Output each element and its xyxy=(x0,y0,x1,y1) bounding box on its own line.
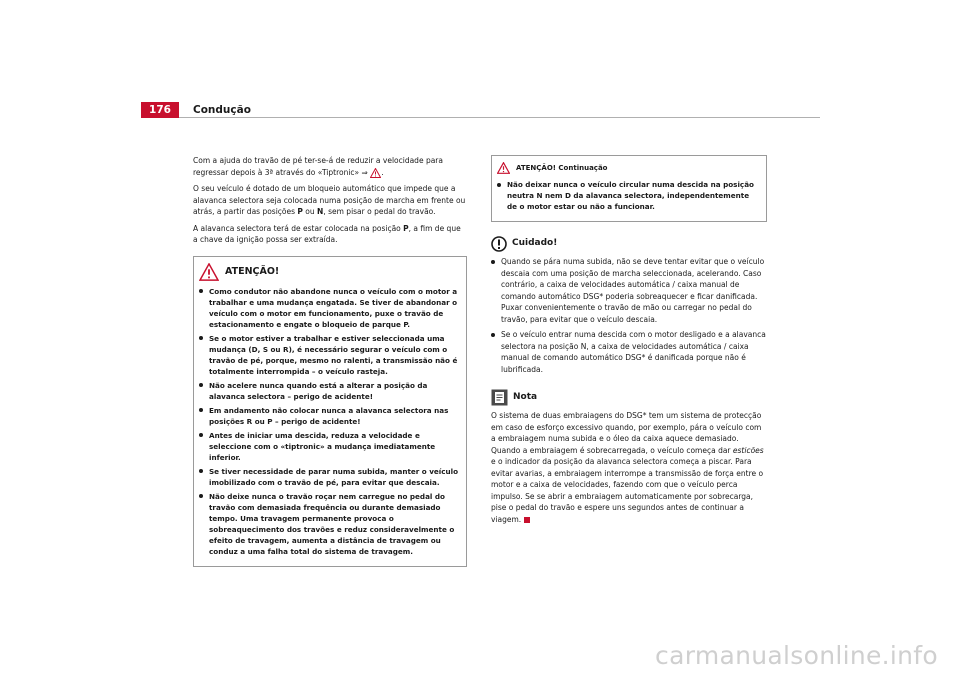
warning-triangle-icon xyxy=(199,263,219,281)
watermark: carmanualsonline.info xyxy=(655,641,938,670)
note-header xyxy=(491,389,767,406)
warning-item: Como condutor não abandone nunca o veículo com o motor a trabalhar e uma mudança engatada. Se tiver de abandonar o veículo com o motor em funcionamento, puxe o travão de estacionamento e engate o bloqueio de parque P. xyxy=(199,286,460,330)
caution-header xyxy=(491,236,767,252)
warning-continued-title: ATENÇÃO! Continuação xyxy=(516,163,608,172)
chapter-title: Condução xyxy=(193,104,251,116)
paragraph-tiptronic: Com a ajuda do travão de pé ter-se-á de reduzir a velocidade para regressar depois à 3ª através do «Tiptronic» ⇒ . xyxy=(193,156,443,177)
warning-continued-box xyxy=(491,155,767,222)
warning-item: Não acelere nunca quando está a alterar a posição da alavanca selectora – perigo de acidente! xyxy=(199,380,460,402)
bullet-icon xyxy=(497,183,501,187)
right-column xyxy=(491,155,767,530)
caution-exclamation-icon xyxy=(491,236,507,252)
warning-item: Se o motor estiver a trabalhar e estiver seleccionada uma mudança (D, S ou R), é necessário segurar o veículo com o travão de pé, porque, mesmo no ralenti, a transmissão não é totalmente interrompida – o veículo rasteja. xyxy=(199,333,460,377)
warning-header xyxy=(199,263,460,281)
note-text: O sistema de duas embraiagens do DSG* tem um sistema de protecção em caso de esforço excessivo quando, por exemplo, pára o veículo com a embraiagem numa subida e o óleo da caixa aquece demasiado. Quando a embraiagem é sobrecarregada, o veículo começa dar esticões e o indicador da posição da alavanca selectora começa a piscar. Para evitar avarias, a embraiagem interrompe a transmissão de força entre o motor e a caixa de velocidades, fazendo com que o veículo perca impulso. Se se abrir a embraiagem automaticamente por sobrecarga, pise o pedal do travão e espere uns segundos antes de continuar a viagem. xyxy=(491,411,764,524)
warning-item: Antes de iniciar uma descida, reduza a velocidade e seleccione com o «tiptronic» a mudança imediatamente inferior. xyxy=(199,430,460,463)
paragraph-ignition: A alavanca selectora terá de estar colocada na posição P, a fim de que a chave da ignição possa ser extraída. xyxy=(193,223,461,244)
warning-continued-header xyxy=(497,162,760,174)
bullet-icon xyxy=(199,336,203,340)
left-column xyxy=(193,155,467,567)
bullet-icon xyxy=(199,408,203,412)
note-icon xyxy=(491,389,508,406)
warning-triangle-icon xyxy=(497,162,510,174)
note-title: Nota xyxy=(513,391,538,402)
caution-item: Quando se pára numa subida, não se deve tentar evitar que o veículo descaia com uma posição de marcha seleccionada, acelerando. Caso contrário, a caixa de velocidades automática / caixa manual de comando automático DSG* poderia sobreaquecer e ficar danificada. Puxar convenientemente o travão de mão ou carregar no pedal do travão, para evitar que o veículo descaia. xyxy=(491,256,767,325)
warning-item: Não deixe nunca o travão roçar nem carregue no pedal do travão com demasiada frequência ou durante demasiado tempo. Uma travagem permanente provoca o sobreaquecimento dos travões e reduz consideravelmente o efeito de travagem, aumenta a distância de travagem ou conduz a uma falha total do sistema de travagem. xyxy=(199,491,460,557)
bullet-icon xyxy=(199,289,203,293)
header-rule xyxy=(179,117,820,118)
bullet-icon xyxy=(199,383,203,387)
page-number: 176 xyxy=(141,102,179,118)
warning-title: ATENÇÃO! xyxy=(225,266,280,277)
bullet-icon xyxy=(199,494,203,498)
caution-title: Cuidado! xyxy=(512,238,558,249)
end-of-section-marker xyxy=(524,517,530,523)
paragraph-lock: O seu veículo é dotado de um bloqueio automático que impede que a alavanca selectora seja colocada numa posição de marcha em frente ou atrás, a partir das posições P ou N, sem pisar o pedal do travão. xyxy=(193,184,466,216)
warning-triangle-icon xyxy=(370,168,381,178)
caution-item: Se o veículo entrar numa descida com o motor desligado e a alavanca selectora na posição N, a caixa de velocidades automática / caixa manual de comando automático DSG* é danificada porque não é lubrificada. xyxy=(491,329,767,375)
warning-box xyxy=(193,256,467,567)
bullet-icon xyxy=(199,433,203,437)
bullet-icon xyxy=(491,260,495,264)
warning-item: Se tiver necessidade de parar numa subida, manter o veículo imobilizado com o travão de pé, para evitar que descaia. xyxy=(199,466,460,488)
bullet-icon xyxy=(199,469,203,473)
warning-item: Não deixar nunca o veículo circular numa descida na posição neutra N nem D da alavanca selectora, independentemente de o motor estar ou não a funcionar. xyxy=(497,179,760,212)
warning-item: Em andamento não colocar nunca a alavanca selectora nas posições R ou P – perigo de acidente! xyxy=(199,405,460,427)
bullet-icon xyxy=(491,333,495,337)
